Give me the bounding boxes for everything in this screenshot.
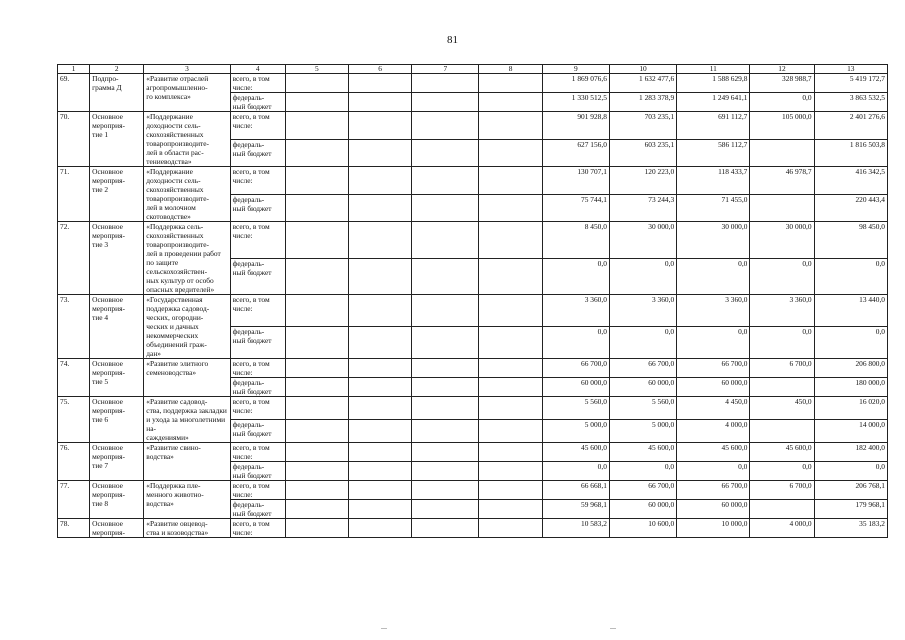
empty-cell bbox=[349, 222, 412, 259]
empty-cell bbox=[412, 93, 479, 112]
amount-cell: 450,0 bbox=[750, 397, 814, 420]
amount-cell: 130 707,1 bbox=[542, 167, 609, 195]
empty-cell bbox=[412, 481, 479, 500]
amount-cell: 45 600,0 bbox=[609, 443, 676, 462]
empty-cell bbox=[285, 481, 348, 500]
row-type: Основное мероприя- тие 2 bbox=[90, 167, 144, 222]
amount-cell: 206 800,0 bbox=[814, 359, 887, 378]
amount-cell: 0,0 bbox=[677, 462, 750, 481]
empty-cell bbox=[349, 359, 412, 378]
amount-cell: 703 235,1 bbox=[609, 112, 676, 140]
amount-cell: 691 112,7 bbox=[677, 112, 750, 140]
column-header: 1 bbox=[58, 65, 90, 74]
row-name: «Развитие овцевод- ства и козоводства» bbox=[144, 519, 230, 538]
row-name: «Развитие свино- водства» bbox=[144, 443, 230, 481]
amount-cell: 10 000,0 bbox=[677, 519, 750, 538]
amount-cell: 59 968,1 bbox=[542, 500, 609, 519]
funding-source: всего, в том числе: bbox=[230, 481, 285, 500]
amount-cell: 0,0 bbox=[750, 258, 814, 295]
empty-cell bbox=[349, 258, 412, 295]
amount-cell: 1 330 512,5 bbox=[542, 93, 609, 112]
amount-cell: 328 988,7 bbox=[750, 74, 814, 93]
empty-cell bbox=[479, 443, 542, 462]
empty-cell bbox=[285, 462, 348, 481]
empty-cell bbox=[479, 500, 542, 519]
empty-cell bbox=[285, 74, 348, 93]
table-row bbox=[58, 443, 888, 462]
funding-source: всего, в том числе: bbox=[230, 167, 285, 195]
empty-cell bbox=[412, 443, 479, 462]
empty-cell bbox=[349, 112, 412, 140]
column-header: 8 bbox=[479, 65, 542, 74]
table-row bbox=[58, 112, 888, 140]
row-number: 70. bbox=[58, 112, 90, 167]
amount-cell: 0,0 bbox=[677, 327, 750, 359]
empty-cell bbox=[285, 443, 348, 462]
row-type: Основное мероприя- тие 4 bbox=[90, 295, 144, 359]
amount-cell: 3 360,0 bbox=[609, 295, 676, 327]
empty-cell bbox=[285, 295, 348, 327]
empty-cell bbox=[349, 295, 412, 327]
empty-cell bbox=[349, 194, 412, 222]
amount-cell: 45 600,0 bbox=[677, 443, 750, 462]
row-type: Подпро- грамма Д bbox=[90, 74, 144, 112]
amount-cell: 1 632 477,6 bbox=[609, 74, 676, 93]
empty-cell bbox=[412, 295, 479, 327]
amount-cell: 13 440,0 bbox=[814, 295, 887, 327]
funding-source: федераль- ный бюджет bbox=[230, 139, 285, 167]
amount-cell: 182 400,0 bbox=[814, 443, 887, 462]
amount-cell: 2 401 276,6 bbox=[814, 112, 887, 140]
amount-cell: 1 816 503,8 bbox=[814, 139, 887, 167]
amount-cell: 8 450,0 bbox=[542, 222, 609, 259]
empty-cell bbox=[412, 222, 479, 259]
empty-cell bbox=[412, 167, 479, 195]
empty-cell bbox=[479, 258, 542, 295]
amount-cell: 0,0 bbox=[542, 462, 609, 481]
row-number: 74. bbox=[58, 359, 90, 397]
amount-cell: 66 700,0 bbox=[542, 359, 609, 378]
empty-cell bbox=[479, 420, 542, 443]
amount-cell: 60 000,0 bbox=[677, 500, 750, 519]
amount-cell: 0,0 bbox=[750, 327, 814, 359]
empty-cell bbox=[285, 500, 348, 519]
amount-cell: 603 235,1 bbox=[609, 139, 676, 167]
empty-cell bbox=[479, 397, 542, 420]
amount-cell: 0,0 bbox=[814, 327, 887, 359]
budget-table bbox=[57, 64, 888, 538]
funding-source: федераль- ный бюджет bbox=[230, 378, 285, 397]
funding-source: федераль- ный бюджет bbox=[230, 420, 285, 443]
amount-cell: 105 000,0 bbox=[750, 112, 814, 140]
amount-cell: 5 000,0 bbox=[542, 420, 609, 443]
funding-source: всего, в том числе: bbox=[230, 112, 285, 140]
column-header: 6 bbox=[349, 65, 412, 74]
empty-cell bbox=[479, 519, 542, 538]
empty-cell bbox=[412, 519, 479, 538]
column-header: 9 bbox=[542, 65, 609, 74]
amount-cell: 3 360,0 bbox=[542, 295, 609, 327]
row-type: Основное мероприя- тие 5 bbox=[90, 359, 144, 397]
funding-source: всего, в том числе: bbox=[230, 222, 285, 259]
empty-cell bbox=[479, 74, 542, 93]
amount-cell: 66 700,0 bbox=[677, 359, 750, 378]
column-header: 11 bbox=[677, 65, 750, 74]
empty-cell bbox=[349, 481, 412, 500]
empty-cell bbox=[412, 258, 479, 295]
row-type: Основное мероприя- bbox=[90, 519, 144, 538]
amount-cell: 6 700,0 bbox=[750, 481, 814, 500]
amount-cell: 5 000,0 bbox=[609, 420, 676, 443]
amount-cell: 66 668,1 bbox=[542, 481, 609, 500]
empty-cell bbox=[349, 519, 412, 538]
row-type: Основное мероприя- тие 3 bbox=[90, 222, 144, 295]
empty-cell bbox=[285, 378, 348, 397]
empty-cell bbox=[479, 167, 542, 195]
empty-cell bbox=[285, 167, 348, 195]
amount-cell: 0,0 bbox=[750, 462, 814, 481]
empty-cell bbox=[349, 167, 412, 195]
empty-cell bbox=[412, 359, 479, 378]
amount-cell: 0,0 bbox=[609, 258, 676, 295]
amount-cell: 45 600,0 bbox=[542, 443, 609, 462]
empty-cell bbox=[349, 462, 412, 481]
column-header: 5 bbox=[285, 65, 348, 74]
amount-cell: 1 869 076,6 bbox=[542, 74, 609, 93]
amount-cell: 3 360,0 bbox=[677, 295, 750, 327]
empty-cell bbox=[479, 327, 542, 359]
empty-cell bbox=[349, 397, 412, 420]
column-header: 4 bbox=[230, 65, 285, 74]
table-row bbox=[58, 519, 888, 538]
empty-cell bbox=[412, 194, 479, 222]
amount-cell bbox=[750, 420, 814, 443]
empty-cell bbox=[412, 500, 479, 519]
funding-source: всего, в том числе: bbox=[230, 397, 285, 420]
empty-cell bbox=[349, 500, 412, 519]
row-type: Основное мероприя- тие 8 bbox=[90, 481, 144, 519]
row-name: «Государственная поддержка садовод- ческих, огородни- ческих и дачных некоммерческих объединений граж- дан» bbox=[144, 295, 230, 359]
amount-cell: 5 560,0 bbox=[609, 397, 676, 420]
amount-cell: 0,0 bbox=[814, 258, 887, 295]
empty-cell bbox=[285, 112, 348, 140]
amount-cell: 45 600,0 bbox=[750, 443, 814, 462]
amount-cell: 71 455,0 bbox=[677, 194, 750, 222]
amount-cell: 66 700,0 bbox=[609, 359, 676, 378]
amount-cell: 10 583,2 bbox=[542, 519, 609, 538]
amount-cell: 60 000,0 bbox=[609, 500, 676, 519]
amount-cell: 901 928,8 bbox=[542, 112, 609, 140]
empty-cell bbox=[285, 222, 348, 259]
row-number: 73. bbox=[58, 295, 90, 359]
column-header: 2 bbox=[90, 65, 144, 74]
column-header: 10 bbox=[609, 65, 676, 74]
empty-cell bbox=[479, 481, 542, 500]
amount-cell: 30 000,0 bbox=[609, 222, 676, 259]
amount-cell: 0,0 bbox=[609, 327, 676, 359]
table-header-row bbox=[58, 65, 888, 74]
amount-cell bbox=[750, 194, 814, 222]
amount-cell: 98 450,0 bbox=[814, 222, 887, 259]
funding-source: всего, в том числе: bbox=[230, 359, 285, 378]
empty-cell bbox=[479, 462, 542, 481]
amount-cell: 35 183,2 bbox=[814, 519, 887, 538]
empty-cell bbox=[285, 194, 348, 222]
row-number: 78. bbox=[58, 519, 90, 538]
empty-cell bbox=[285, 93, 348, 112]
scan-mark bbox=[610, 628, 616, 629]
empty-cell bbox=[349, 327, 412, 359]
table-row bbox=[58, 481, 888, 500]
row-name: «Развитие садовод- ства, поддержка закладки и ухода за многолетними на- саждениями» bbox=[144, 397, 230, 443]
amount-cell: 3 863 532,5 bbox=[814, 93, 887, 112]
empty-cell bbox=[349, 420, 412, 443]
amount-cell: 0,0 bbox=[750, 93, 814, 112]
row-name: «Развитие элитного семеноводства» bbox=[144, 359, 230, 397]
amount-cell: 120 223,0 bbox=[609, 167, 676, 195]
amount-cell: 118 433,7 bbox=[677, 167, 750, 195]
empty-cell bbox=[479, 139, 542, 167]
table-row bbox=[58, 295, 888, 327]
empty-cell bbox=[412, 462, 479, 481]
amount-cell: 416 342,5 bbox=[814, 167, 887, 195]
amount-cell: 206 768,1 bbox=[814, 481, 887, 500]
amount-cell: 5 419 172,7 bbox=[814, 74, 887, 93]
amount-cell: 3 360,0 bbox=[750, 295, 814, 327]
amount-cell: 4 000,0 bbox=[750, 519, 814, 538]
amount-cell: 0,0 bbox=[814, 462, 887, 481]
amount-cell: 66 700,0 bbox=[677, 481, 750, 500]
column-header: 3 bbox=[144, 65, 230, 74]
column-header: 12 bbox=[750, 65, 814, 74]
row-type: Основное мероприя- тие 1 bbox=[90, 112, 144, 167]
amount-cell: 220 443,4 bbox=[814, 194, 887, 222]
amount-cell: 16 020,0 bbox=[814, 397, 887, 420]
funding-source: федераль- ный бюджет bbox=[230, 327, 285, 359]
amount-cell: 66 700,0 bbox=[609, 481, 676, 500]
empty-cell bbox=[479, 359, 542, 378]
row-name: «Поддержание доходности сель- скохозяйственных товаропроизводите- лей в молочном скотоводстве» bbox=[144, 167, 230, 222]
empty-cell bbox=[285, 359, 348, 378]
empty-cell bbox=[479, 112, 542, 140]
table-row bbox=[58, 359, 888, 378]
funding-source: всего, в том числе: bbox=[230, 74, 285, 93]
amount-cell: 60 000,0 bbox=[542, 378, 609, 397]
empty-cell bbox=[412, 139, 479, 167]
amount-cell: 180 000,0 bbox=[814, 378, 887, 397]
amount-cell bbox=[750, 139, 814, 167]
funding-source: федераль- ный бюджет bbox=[230, 93, 285, 112]
funding-source: всего, в том числе: bbox=[230, 295, 285, 327]
empty-cell bbox=[349, 93, 412, 112]
empty-cell bbox=[412, 327, 479, 359]
page-number: 81 bbox=[447, 34, 458, 46]
amount-cell: 179 968,1 bbox=[814, 500, 887, 519]
amount-cell: 0,0 bbox=[542, 258, 609, 295]
empty-cell bbox=[412, 74, 479, 93]
empty-cell bbox=[285, 420, 348, 443]
table-row bbox=[58, 397, 888, 420]
funding-source: всего, в том числе: bbox=[230, 519, 285, 538]
empty-cell bbox=[349, 74, 412, 93]
empty-cell bbox=[349, 378, 412, 397]
amount-cell bbox=[750, 500, 814, 519]
empty-cell bbox=[285, 519, 348, 538]
row-number: 69. bbox=[58, 74, 90, 112]
empty-cell bbox=[349, 139, 412, 167]
scan-mark bbox=[381, 628, 387, 629]
empty-cell bbox=[285, 258, 348, 295]
table-row bbox=[58, 74, 888, 93]
row-name: «Поддержка сель- скохозяйственных товаропроизводите- лей в проведении работ по защите сельскохозяйствен- ных культур от особо опасных вредителей» bbox=[144, 222, 230, 295]
empty-cell bbox=[285, 397, 348, 420]
amount-cell: 0,0 bbox=[609, 462, 676, 481]
amount-cell: 1 283 378,9 bbox=[609, 93, 676, 112]
row-name: «Развитие отраслей агропромышленно- го комплекса» bbox=[144, 74, 230, 112]
column-header: 7 bbox=[412, 65, 479, 74]
row-name: «Поддержание доходности сель- скохозяйственных товаропроизводите- лей в области рас- тениеводства» bbox=[144, 112, 230, 167]
row-number: 77. bbox=[58, 481, 90, 519]
empty-cell bbox=[479, 194, 542, 222]
amount-cell: 75 744,1 bbox=[542, 194, 609, 222]
funding-source: всего, в том числе: bbox=[230, 443, 285, 462]
empty-cell bbox=[285, 327, 348, 359]
row-type: Основное мероприя- тие 7 bbox=[90, 443, 144, 481]
row-number: 72. bbox=[58, 222, 90, 295]
amount-cell: 14 000,0 bbox=[814, 420, 887, 443]
empty-cell bbox=[412, 378, 479, 397]
amount-cell: 5 560,0 bbox=[542, 397, 609, 420]
column-header: 13 bbox=[814, 65, 887, 74]
table-row bbox=[58, 222, 888, 259]
empty-cell bbox=[479, 378, 542, 397]
row-type: Основное мероприя- тие 6 bbox=[90, 397, 144, 443]
empty-cell bbox=[479, 93, 542, 112]
funding-source: федераль- ный бюджет bbox=[230, 194, 285, 222]
row-number: 71. bbox=[58, 167, 90, 222]
amount-cell: 10 600,0 bbox=[609, 519, 676, 538]
amount-cell: 30 000,0 bbox=[677, 222, 750, 259]
amount-cell: 30 000,0 bbox=[750, 222, 814, 259]
amount-cell: 60 000,0 bbox=[677, 378, 750, 397]
funding-source: федераль- ный бюджет bbox=[230, 462, 285, 481]
amount-cell: 1 249 641,1 bbox=[677, 93, 750, 112]
empty-cell bbox=[412, 397, 479, 420]
amount-cell bbox=[750, 378, 814, 397]
amount-cell: 627 156,0 bbox=[542, 139, 609, 167]
funding-source: федераль- ный бюджет bbox=[230, 500, 285, 519]
amount-cell: 6 700,0 bbox=[750, 359, 814, 378]
row-number: 75. bbox=[58, 397, 90, 443]
empty-cell bbox=[349, 443, 412, 462]
amount-cell: 4 000,0 bbox=[677, 420, 750, 443]
table-row bbox=[58, 167, 888, 195]
amount-cell: 4 450,0 bbox=[677, 397, 750, 420]
amount-cell: 586 112,7 bbox=[677, 139, 750, 167]
amount-cell: 73 244,3 bbox=[609, 194, 676, 222]
amount-cell: 1 588 629,8 bbox=[677, 74, 750, 93]
empty-cell bbox=[479, 222, 542, 259]
amount-cell: 60 000,0 bbox=[609, 378, 676, 397]
empty-cell bbox=[479, 295, 542, 327]
amount-cell: 0,0 bbox=[542, 327, 609, 359]
funding-source: федераль- ный бюджет bbox=[230, 258, 285, 295]
empty-cell bbox=[412, 112, 479, 140]
row-number: 76. bbox=[58, 443, 90, 481]
empty-cell bbox=[412, 420, 479, 443]
row-name: «Поддержка пле- менного животно- водства» bbox=[144, 481, 230, 519]
amount-cell: 0,0 bbox=[677, 258, 750, 295]
empty-cell bbox=[285, 139, 348, 167]
amount-cell: 46 978,7 bbox=[750, 167, 814, 195]
